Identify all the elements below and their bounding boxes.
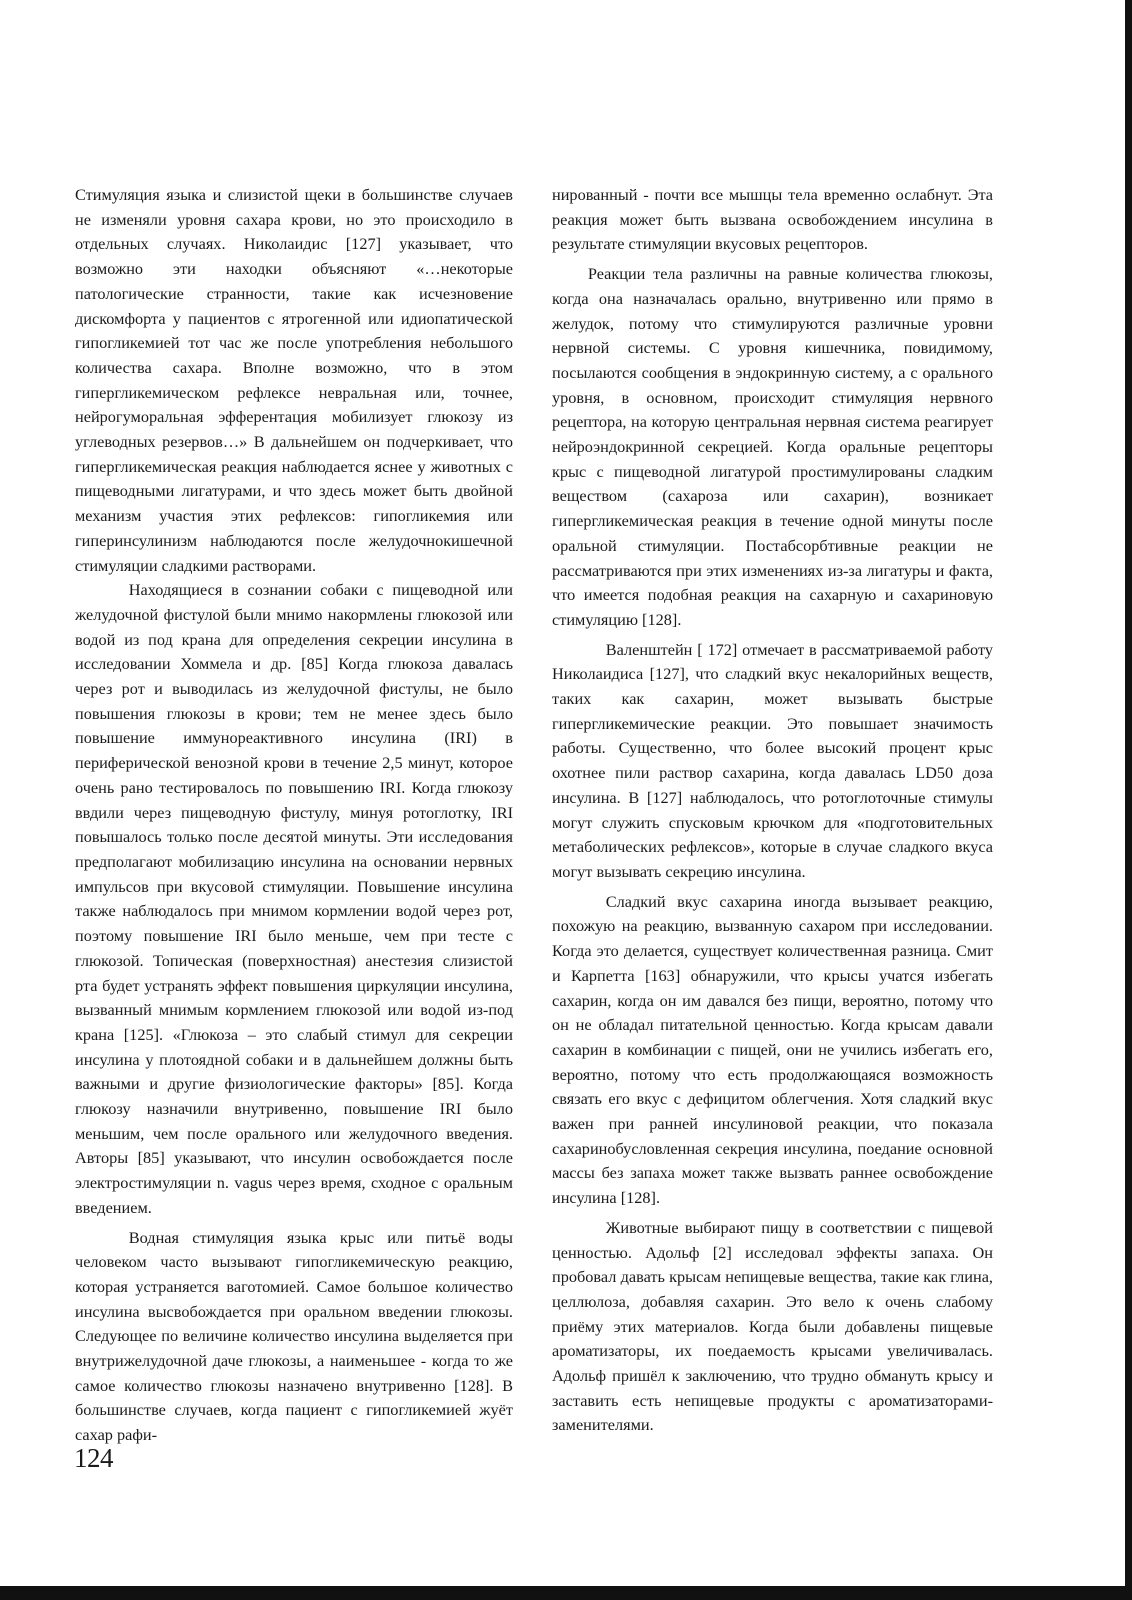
paragraph: Животные выбирают пищу в соответствии с пищевой ценностью. Адольф [2] исследовал эффекты запаха. Он пробовал давать крысам непищевые вещества, такие как глина, целлюлоза, добавляя сахарин. Это вело к очень слабому приёму этих материалов. Когда были добавлены пищевые ароматизаторы, их поедаемость крысами увеличивалась. Адольф пришёл к заключению, что трудно обмануть крысу и заставить есть непищевые продукты с ароматизаторами-заменителями. — [552, 1217, 993, 1435]
scan-edge — [1125, 0, 1132, 1600]
paragraph: Сладкий вкус сахарина иногда вызывает реакцию, похожую на реакцию, вызванную сахаром при исследовании. Когда это делается, существует количественная разница. Смит и Карпетта [163] обнаружили, что крысы учатся избегать сахарин, когда он им давался без пищи, вероятно, потому что он не обладал питательной ценностью. Когда крысам давали сахарин в комбинации с пищей, они не учились избегать его, вероятно, потому что есть продолжающаяся возможность связать его вкус с дефицитом облегчения. Хотя сладкий вкус важен при ранней инсулиновой реакции, что показала сахаринобусловленная секреция инсулина, поедание основной массы без запаха может также вызвать раннее освобождение инсулина [128]. — [552, 891, 993, 1208]
paragraph: Валенштейн [ 172] отмечает в рассматриваемой работу Николаидиса [127], что сладкий вкус некалорийных веществ, таких как сахарин, может вызывать быстрые гипергликемические реакции. Это повышает значимость работы. Существенно, что более высокий процент крыс охотнее пили раствор сахарина, когда давалась LD50 доза инсулина. В [127] наблюдалось, что ротоглоточные стимулы могут служить спусковым крючком для «подготовительных метаболических рефлексов», которые в случае сладкого вкуса могут вызывать секрецию инсулина. — [552, 639, 993, 881]
right-text-column — [552, 183, 993, 1438]
paragraph: Находящиеся в сознании собаки с пищеводной или желудочной фистулой были мнимо накормлены глюкозой или водой из под крана для определения секреции инсулина в исследовании Хоммела и др. [85] Когда глюкоза давалась через рот и выводилась из желудочной фистулы, не было повышения глюкозы в крови; тем не менее здесь было повышение иммунореактивного инсулина (IRI) в периферической венозной крови в течение 2,5 минут, которое очень рано тестировалось по повышению IRI. Когда глюкозу ввдили через пищеводную фистулу, минуя ротоглотку, IRI повышалось только после десятой минуты. Эти исследования предполагают мобилизацию инсулина на основании нервных импульсов при вкусовой стимуляции. Повышение инсулина также наблюдалось при мнимом кормлении водой через рот, поэтому повышение IRI было меньше, чем при тесте с глюкозой. Топическая (поверхностная) анестезия слизистой рта будет устранять эффект повышения циркуляции инсулина, вызванный мнимым кормлением глюкозой или водой из-под крана [125]. «Глюкоза – это слабый стимул для секреции инсулина у плотоядной собаки и в дальнейшем должны быть важными и другие физиологические факторы» [85]. Когда глюкозу назначили внутривенно, повышение IRI было меньшим, чем после орального или желудочного введения. Авторы [85] указывают, что инсулин освобождается после электростимуляции n. vagus через время, сходное с оральным введением. — [75, 580, 513, 1217]
left-text-column — [75, 183, 513, 1448]
paragraph: Стимуляция языка и слизистой щеки в большинстве случаев не изменяли уровня сахара крови, но это происходило в отдельных случаях. Николаидис [127] указывает, что возможно эти находки объясняют «…некоторые патологические странности, такие как исчезновение дискомфорта у пациентов с ятрогенной или идиопатической гипогликемией тот час же после употребления небольшого количества сахара. Вполне возможно, что в этом гипергликемическом рефлексе невральная или, точнее, нейрогуморальная эфферентация мобилизует глюкозу из углеводных резервов…» В дальнейшем он подчеркивает, что гипергликемическая реакция наблюдается яснее у животных с пищеводными лигатурами, и что здесь может быть двойной механизм участия этих рефлексов: гипогликемия или гиперинсулинизм наблюдаются после желудочнокишечной стимуляции сладкими растворами. — [75, 185, 513, 575]
paragraph: Реакции тела различны на равные количества глюкозы, когда она назначалась орально, внутривенно или прямо в желудок, потому что стимулируются различные уровни нервной системы. С уровня кишечника, повидимому, посылаются сообщения в эндокринную систему, а с орального уровня, в основном, происходит стимуляция нервного рецептора, на которую центральная нервная система реагирует нейроэндокринной секрецией. Когда оральные рецепторы крыс с пищеводной лигатурой простимулированы сладким веществом (сахароза или сахарин), возникает гипергликемическая реакция в течение одной минуты после оральной стимуляции. Постабсорбтивные реакции не рассматриваются при этих изменениях из-за лигатуры и факта, что имеется подобная реакция на сахарную и сахариновую стимуляцию [128]. — [552, 264, 993, 629]
page-number: 124 — [74, 1443, 113, 1473]
paragraph: нированный - почти все мышцы тела временно ослабнут. Эта реакция может быть вызвана освобождением инсулина в результате стимуляции вкусовых рецепторов. — [552, 185, 993, 254]
paragraph: Водная стимуляция языка крыс или питьё воды человеком часто вызывают гипогликемическую реакцию, которая устраняется ваготомией. Самое большое количество инсулина высвобождается при оральном введении глюкозы. Следующее по величине количество инсулина выделяется при внутрижелудочной даче глюкозы, а наименьшее - когда то же самое количество глюкозы назначено внутривенно [128]. В большинстве случаев, когда пациент с гипогликемией жуёт сахар рафи- — [75, 1227, 513, 1445]
scan-bottom-edge — [0, 1586, 1132, 1600]
